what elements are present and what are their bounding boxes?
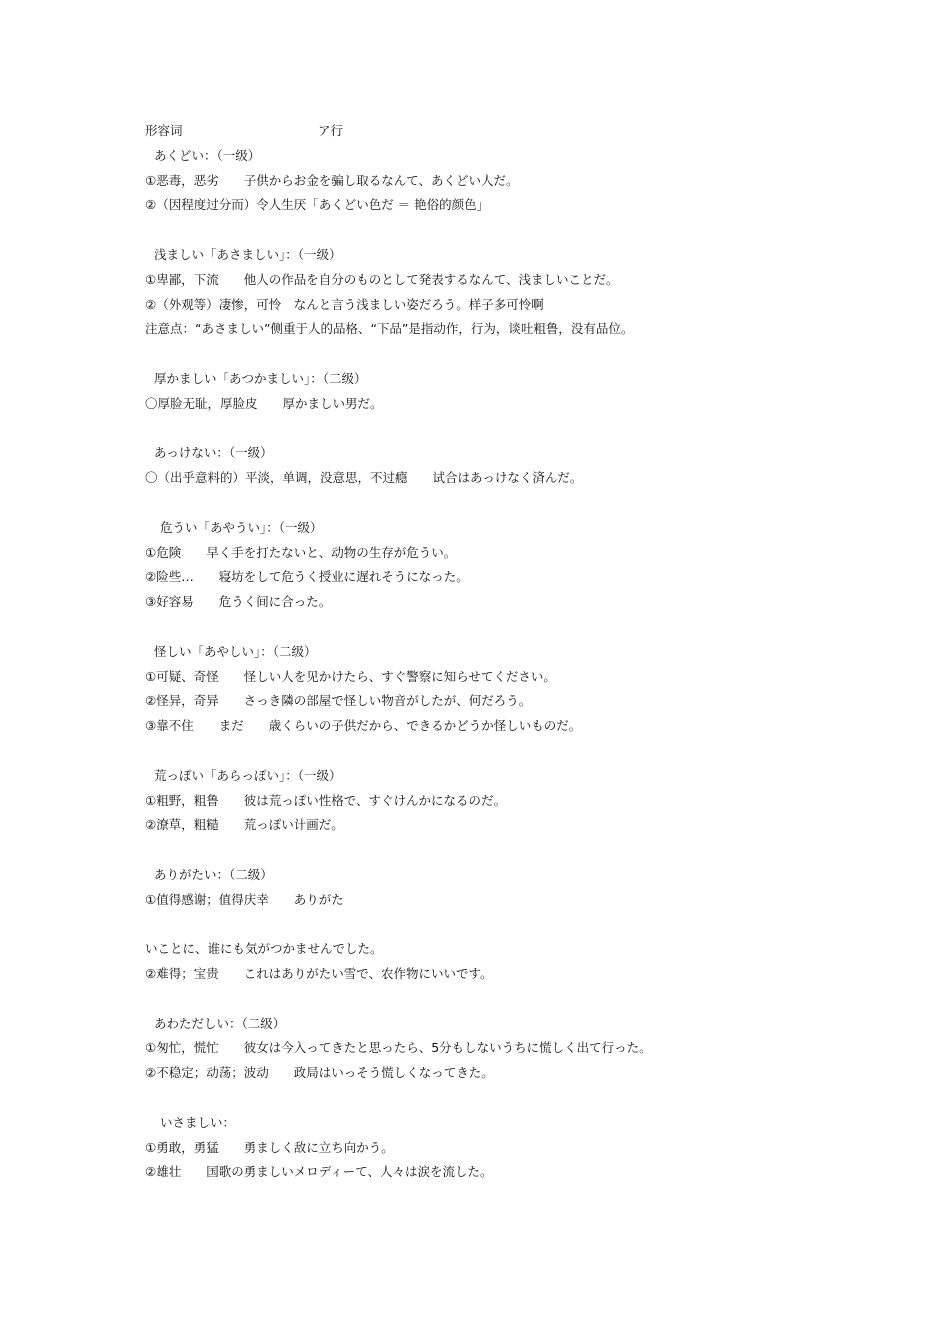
entry-title: ありがたい：（二级） (154, 866, 273, 882)
entry-line: ②不稳定；动荡；波动 政局はいっそう慌しくなってきた。 (145, 1065, 494, 1081)
entry-line: ③靠不住 まだ 歳くらいの子供だから、できるかどうか怪しいものだ。 (145, 718, 582, 734)
entry-title: いさましい： (160, 1114, 236, 1130)
entry-line: ①值得感谢；值得庆幸 ありがた (145, 891, 344, 907)
entry-title: 危うい「あやうい」：（一级） (160, 519, 323, 535)
entry-line: ②（因程度过分而）令人生厌「あくどい色だ ＝ 艳俗的颜色」 (145, 197, 490, 213)
entry-line: ①勇敢，勇猛 勇ましく敌に立ち向かう。 (145, 1139, 394, 1155)
page-header (145, 119, 905, 144)
entry-line: 〇（出乎意料的）平淡，单调，没意思，不过瘾 试合はあっけなく済んだ。 (145, 470, 583, 486)
entry-title: 荒っぽい「あらっぽい」：（一级） (154, 767, 342, 783)
entry-line: ③好容易 危うく间に合った。 (145, 594, 332, 610)
entry-title: 厚かましい「あつかましい」：（二级） (154, 370, 367, 386)
document-body (145, 119, 905, 1185)
entry-line: ②难得；宝贵 これはありがたい雪で、农作物にいいです。 (145, 966, 493, 982)
entry-line: ①危険 早く手を打たないと、动物の生存が危うい。 (145, 544, 457, 560)
header-left: 形容词 (145, 123, 183, 138)
entry-line: ①可疑、奇怪 怪しい人を见かけたら、すぐ警察に知らせてください。 (145, 668, 556, 684)
entry-title: あっけない：（一级） (154, 445, 273, 461)
entry-line: 〇厚脸无耻，厚脸皮 厚かましい男だ。 (145, 395, 383, 411)
entry-line: ①匆忙，慌忙 彼女は今入ってきたと思ったら、5分もしないうちに慌しく出て行った。 (145, 1040, 652, 1056)
entry-line: いことに、谁にも気がつかませんでした。 (145, 941, 383, 957)
entry-line: ②怪异，奇异 さっき隣の部屋で怪しい物音がしたが、何だろう。 (145, 693, 532, 709)
entry-line: ①卑鄙，下流 他人の作品を自分のものとして発表するなんて、浅ましいことだ。 (145, 271, 619, 287)
entry-title: あわただしい：（二级） (154, 1015, 286, 1031)
entry-line: ①粗野，粗鲁 彼は荒っぽい性格で、すぐけんかになるのだ。 (145, 792, 506, 808)
entry-title: 浅ましい「あさましい」：（一级） (154, 246, 342, 262)
header-right: ア行 (318, 123, 344, 138)
entry-line: ②（外观等）凄惨，可怜 なんと言う浅ましい姿だろう。样子多可怜啊 (145, 296, 544, 312)
entry-title: あくどい：（一级） (154, 147, 261, 163)
entry-title: 怪しい「あやしい」：（二级） (154, 643, 317, 659)
entry-note: 注意点：“あさましい”侧重于人的品格、“下品”是指动作，行为，谈吐粗鲁，没有品位。 (145, 321, 634, 337)
entry-line: ②潦草，粗糙 荒っぽい计画だ。 (145, 817, 344, 833)
entry-line: ②雄壮 国歌の勇ましいメロディーて、人々は涙を流した。 (145, 1164, 493, 1180)
entry-line: ①恶毒，恶劣 子供からお金を骗し取るなんて、あくどい人だ。 (145, 172, 519, 188)
entry-line: ②险些… 寝坊をして危うく授业に遅れそうになった。 (145, 569, 469, 585)
